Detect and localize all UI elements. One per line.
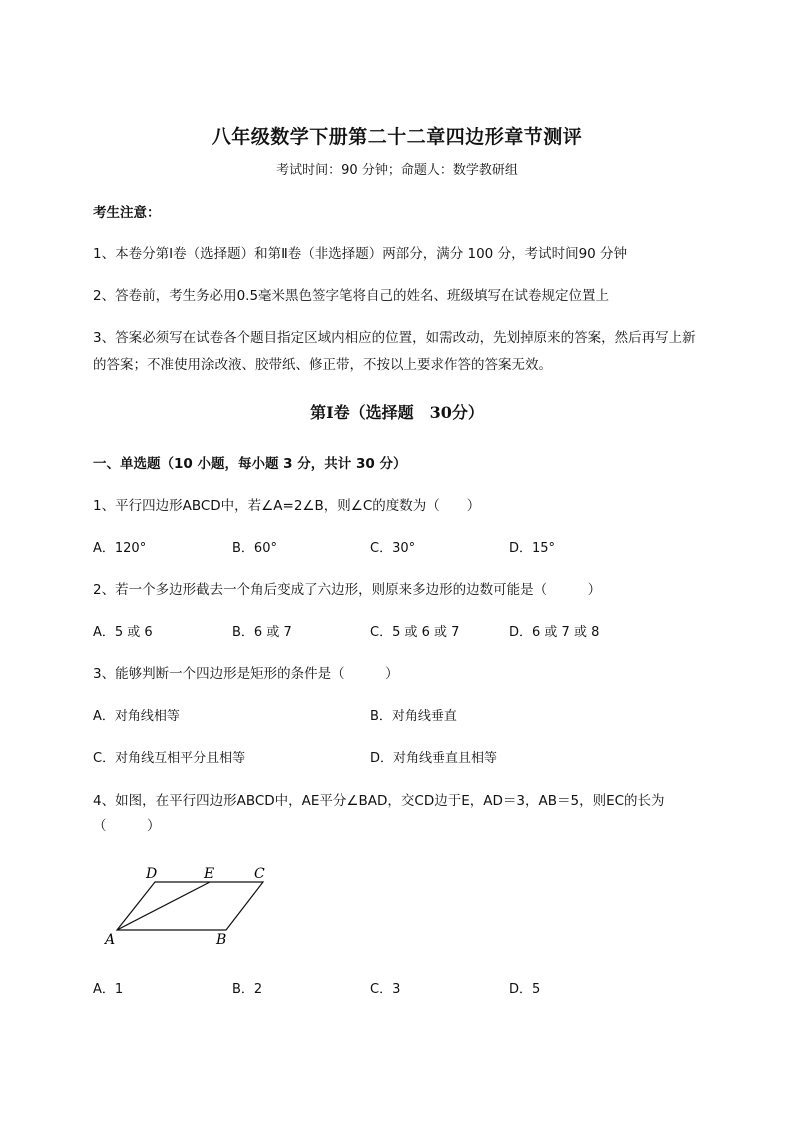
question-4-option-d: D．5 <box>509 982 541 997</box>
question-2-option-d: D．6 或 7 或 8 <box>509 625 600 640</box>
question-4-stem: 4、如图，在平行四边形ABCD中，AE平分∠BAD，交CD边于E，AD＝3，AB＝5，则EC的长为 <box>93 793 665 809</box>
exam-info: 考试时间：90 分钟；命题人：数学教研组 <box>276 163 518 178</box>
notice-item-2: 2、答卷前，考生务必用0.5毫米黑色签字笔将自己的姓名、班级填写在试卷规定位置上 <box>93 288 610 304</box>
question-2-option-a: A．5 或 6 <box>93 625 153 640</box>
question-2-stem: 2、若一个多边形截去一个角后变成了六边形，则原来多边形的边数可能是（ ） <box>93 582 602 598</box>
segment-ae <box>117 882 210 930</box>
page-title: 八年级数学下册第二十二章四边形章节测评 <box>211 126 583 148</box>
parallelogram-abcd <box>117 882 263 930</box>
section-title: 第Ⅰ卷（选择题 30分） <box>310 403 484 422</box>
question-1-stem: 1、平行四边形ABCD中，若∠A=2∠B，则∠C的度数为（ ） <box>93 498 481 514</box>
part-heading: 一、单选题（10 小题，每小题 3 分，共计 30 分） <box>93 456 407 472</box>
question-3-option-d: D．对角线垂直且相等 <box>370 751 498 766</box>
label-c: C <box>254 866 265 882</box>
question-1-option-d: D．15° <box>509 541 556 556</box>
question-2-option-c: C．5 或 6 或 7 <box>370 625 460 640</box>
parallelogram-figure <box>100 860 290 959</box>
notice-item-1: 1、本卷分第Ⅰ卷（选择题）和第Ⅱ卷（非选择题）两部分，满分 100 分，考试时间90 分钟 <box>93 246 628 262</box>
label-e: E <box>204 866 215 882</box>
question-1-option-b: B．60° <box>232 541 277 556</box>
label-a: A <box>105 932 116 948</box>
notice-item-3-cont: 的答案；不准使用涂改液、胶带纸、修正带，不按以上要求作答的答案无效。 <box>93 357 552 373</box>
notice-heading: 考生注意： <box>93 205 161 221</box>
question-4-stem-cont: （ ） <box>93 818 161 834</box>
question-1-option-c: C．30° <box>370 541 416 556</box>
question-1-option-a: A．120° <box>93 541 147 556</box>
question-4-option-a: A．1 <box>93 982 124 997</box>
question-3-option-b: B．对角线垂直 <box>370 709 457 724</box>
question-4-option-c: C．3 <box>370 982 401 997</box>
label-b: B <box>216 932 227 948</box>
question-3-stem: 3、能够判断一个四边形是矩形的条件是（ ） <box>93 666 399 682</box>
notice-item-3: 3、答案必须写在试卷各个题目指定区域内相应的位置，如需改动，先划掉原来的答案，然后再写上新 <box>93 330 696 346</box>
question-3-option-a: A．对角线相等 <box>93 709 180 724</box>
label-d: D <box>146 866 158 882</box>
question-3-option-c: C．对角线互相平分且相等 <box>93 751 246 766</box>
question-2-option-b: B．6 或 7 <box>232 625 292 640</box>
question-4-option-b: B．2 <box>232 982 263 997</box>
